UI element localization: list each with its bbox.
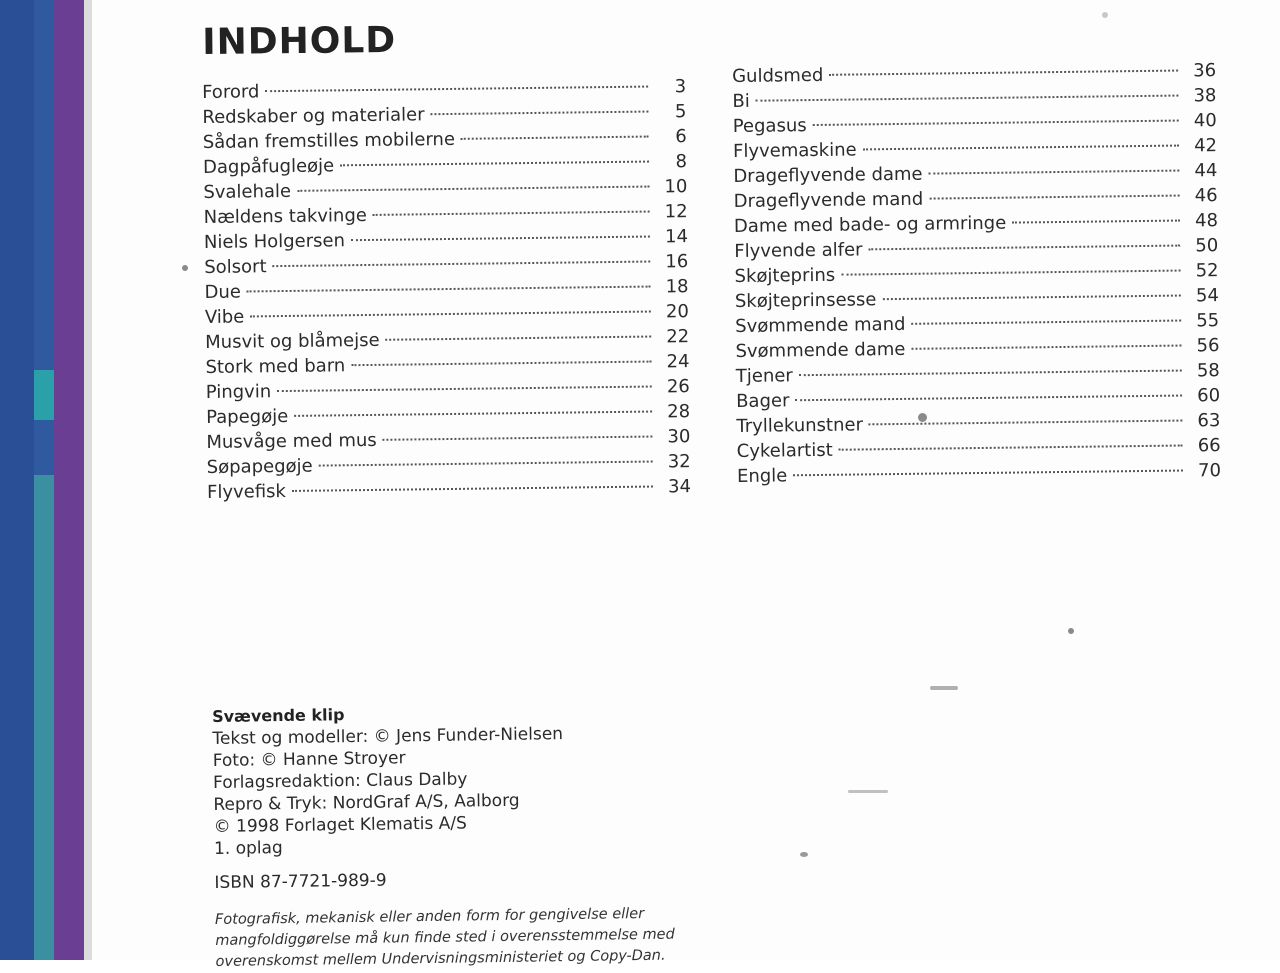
toc-entry-page: 38 (1193, 85, 1217, 107)
toc-entry-page: 63 (1197, 410, 1221, 432)
toc-entry-title: Tjener (735, 365, 793, 387)
toc-entry-title: Solsort (204, 256, 267, 278)
dot-leader (277, 386, 652, 393)
toc-entry-page: 10 (664, 176, 688, 198)
toc-entry-title: Flyvefisk (206, 481, 287, 503)
toc-entry-title: Guldsmed (732, 64, 824, 87)
colophon-line-editor: Forlagsredaktion: Claus Dalby (212, 769, 468, 793)
toc-entry-page: 22 (666, 326, 690, 348)
page-title: INDHOLD (202, 19, 397, 63)
dot-leader (911, 320, 1181, 325)
toc-entry-page: 20 (665, 301, 689, 323)
toc-entry-title: Due (204, 281, 242, 303)
toc-entry-page: 50 (1195, 235, 1219, 257)
dot-leader (756, 95, 1179, 102)
toc-entry-page: 40 (1193, 110, 1217, 132)
dot-leader (292, 486, 653, 492)
dot-leader (319, 461, 653, 467)
toc-entry-page: 3 (674, 76, 687, 98)
dot-leader (351, 361, 651, 367)
colophon (212, 699, 696, 973)
book-spine-edge (0, 0, 92, 960)
toc-entry-title: Musvit og blåmejse (205, 329, 380, 353)
dot-leader (793, 470, 1183, 477)
dot-leader (841, 270, 1180, 276)
dot-leader (829, 70, 1178, 76)
dot-leader (813, 120, 1179, 126)
toc-entry-page: 6 (675, 126, 687, 148)
toc-entry-page: 70 (1197, 460, 1222, 482)
dot-leader (265, 86, 648, 93)
toc-entry-title: Svømmende mand (735, 313, 906, 337)
toc-entry-title: Svømmende dame (735, 338, 906, 362)
toc-entry-title: Svalehale (203, 180, 292, 203)
toc-entry-title: Flyvende alfer (734, 239, 863, 262)
toc-entry-title: Bager (735, 390, 790, 412)
dot-leader (461, 136, 649, 140)
dot-leader (351, 236, 650, 242)
colophon-line-printing: Repro & Tryk: NordGraf A/S, Aalborg (213, 790, 520, 815)
dot-leader (795, 395, 1182, 402)
dot-leader (929, 195, 1179, 200)
dust-speck (918, 413, 927, 422)
toc-entry-title: Pegasus (732, 115, 807, 137)
toc-entry-page: 16 (665, 251, 689, 273)
dot-leader (911, 345, 1181, 350)
toc-entry-title: Papegøje (205, 405, 289, 428)
toc-entry-title: Pingvin (205, 381, 272, 403)
dot-leader (882, 295, 1180, 301)
dust-speck (1068, 628, 1074, 634)
isbn: ISBN 87-7721-989-9 (214, 870, 387, 893)
toc-entry-page: 60 (1197, 385, 1221, 407)
toc-entry-page: 12 (664, 201, 688, 223)
dust-speck (1102, 12, 1108, 18)
toc-entry-title: Cykelartist (736, 439, 833, 462)
toc-entry-title: Nældens takvinge (203, 204, 368, 228)
toc-entry-title: Dame med bade- og armringe (733, 212, 1007, 237)
toc-entry-title: Drageflyvende dame (733, 163, 923, 187)
toc-entry-title: Musvåge med mus (206, 429, 377, 453)
dot-leader (340, 161, 649, 167)
spine-stripe-mid (34, 0, 54, 960)
toc-entry-page: 34 (667, 476, 692, 498)
dot-leader (929, 170, 1180, 175)
toc-entry-title: Søpapegøje (206, 455, 313, 478)
toc-entry-title: Niels Holgersen (203, 230, 346, 253)
toc-entry-title: Flyvemaskine (732, 139, 857, 162)
toc-entry-page: 54 (1195, 285, 1219, 307)
toc-entry-title: Dagpåfugleøje (202, 155, 335, 178)
page-edge (84, 0, 92, 960)
toc-entry-title: Drageflyvende mand (733, 188, 924, 212)
toc-entry-title: Stork med barn (205, 355, 346, 378)
book-title: Svævende klip (212, 705, 345, 726)
dot-leader (869, 420, 1183, 426)
colophon-line-copyright: © 1998 Forlaget Klematis A/S (213, 813, 468, 837)
toc-entry-page: 26 (666, 376, 690, 398)
toc-entry-page: 66 (1197, 435, 1221, 457)
dot-leader (297, 186, 649, 192)
toc-entry-page: 55 (1196, 310, 1220, 332)
spine-stripe-blue (0, 0, 34, 960)
dot-leader (247, 286, 651, 293)
dot-leader (1012, 220, 1180, 224)
spine-stripe-purple (54, 0, 84, 960)
dot-leader (373, 211, 650, 216)
toc-entry-title: Tryllekunstner (736, 414, 864, 437)
toc-entry-title: Sådan fremstilles mobilerne (202, 128, 456, 153)
colophon-line-edition: 1. oplag (213, 838, 283, 859)
toc-entry-page: 32 (667, 451, 691, 473)
toc-entry-page: 28 (667, 401, 691, 423)
colophon-line-photo: Foto: © Hanne Stroyer (212, 748, 406, 771)
toc-left-column (202, 74, 691, 505)
toc-entry-page: 56 (1196, 335, 1220, 357)
toc-entry-title: Bi (732, 90, 750, 112)
dust-speck (182, 265, 188, 271)
toc-entry-page: 24 (666, 351, 690, 373)
toc-entry-page: 8 (675, 151, 688, 173)
toc-entry-title: Skøjteprinsesse (734, 289, 877, 312)
dot-leader (863, 145, 1179, 151)
spine-teal-band-lower (34, 475, 54, 960)
colophon-line-text-models: Tekst og modeller: © Jens Funder-Nielsen (212, 724, 564, 749)
dot-leader (383, 436, 653, 441)
toc-entry-page: 30 (667, 426, 691, 448)
toc-entry-title: Engle (736, 465, 788, 487)
toc-entry-title: Redskaber og materialer (202, 104, 425, 128)
toc-entry-page: 18 (665, 276, 689, 298)
toc-entry-page: 42 (1194, 135, 1218, 157)
toc-entry-title: Skøjteprins (734, 264, 836, 287)
toc-entry-title: Forord (202, 81, 260, 103)
dot-leader (839, 445, 1183, 451)
spine-teal-band (34, 370, 54, 420)
dot-leader (431, 111, 649, 116)
toc-right-column (732, 58, 1221, 489)
dot-leader (799, 370, 1182, 377)
toc-entry-page: 48 (1194, 210, 1219, 232)
toc-entry-page: 44 (1194, 160, 1218, 182)
toc-entry-page: 36 (1193, 60, 1217, 82)
dust-speck (930, 686, 958, 690)
dot-leader (250, 311, 651, 318)
copyright-notice: Fotografisk, mekanisk eller anden form for gengivelse eller mangfoldiggørelse må kun finde sted i overensstemmelse med overenskomst mellem Undervisningsministeriet og Copy-Dan. (214, 905, 675, 970)
toc-entry-title: Vibe (204, 306, 245, 328)
toc-entry-page: 52 (1195, 260, 1219, 282)
dot-leader (868, 245, 1180, 251)
toc-entry-page: 58 (1196, 360, 1220, 382)
dust-speck (848, 790, 888, 793)
dot-leader (294, 411, 652, 417)
toc-entry-page: 14 (664, 226, 689, 248)
dot-leader (273, 261, 651, 268)
toc-entry-page: 46 (1194, 185, 1218, 207)
dot-leader (386, 336, 652, 341)
dust-speck (800, 852, 808, 857)
toc-entry-page: 5 (674, 101, 687, 123)
